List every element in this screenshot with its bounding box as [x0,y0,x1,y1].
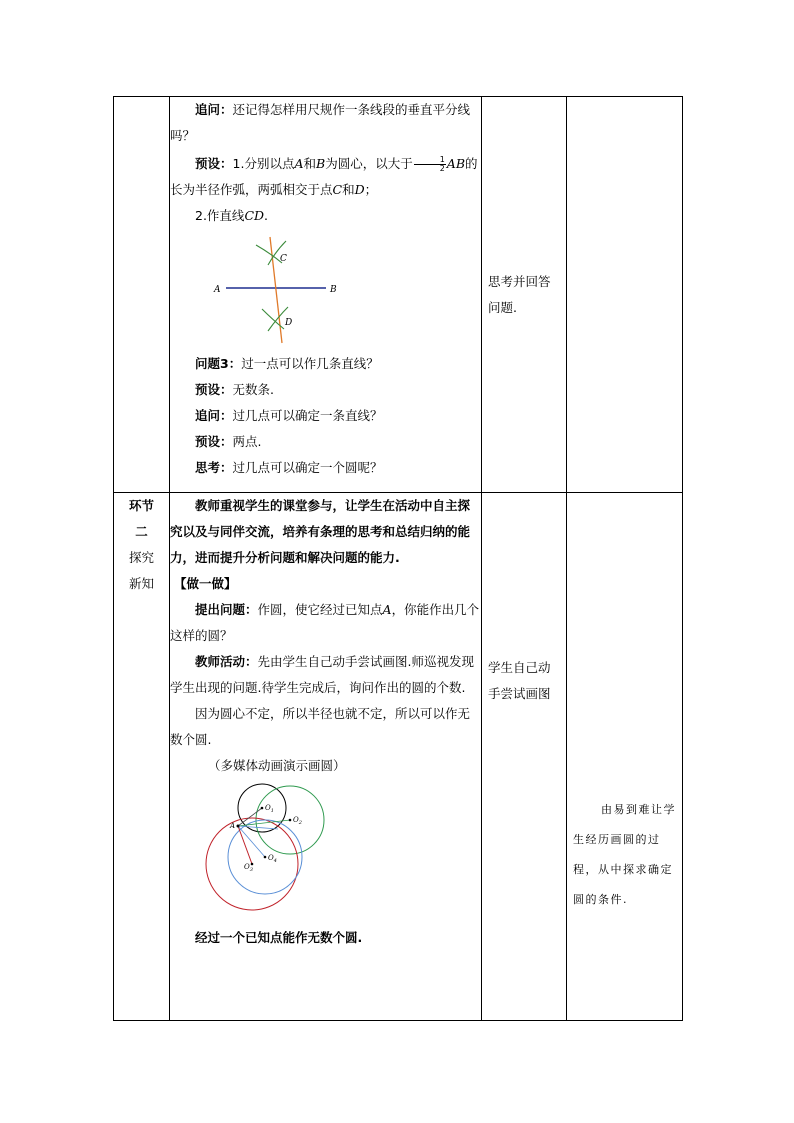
point-a-dot [237,825,240,828]
design-intent-cell-empty [567,97,683,493]
step1-end: 的长为半径作弧，两弧相交于点 [170,156,478,197]
lesson-plan-table [113,96,683,1021]
and-text: 和 [303,156,316,171]
ask-end: ，你能作出几个这样的圆？ [170,602,480,643]
preset-step1 [170,151,481,203]
arc-top-left [256,245,282,263]
label-o2: $O_2$ [293,816,302,826]
preset-step2 [170,203,481,229]
preset-label: 预设： [195,156,233,171]
point-a: A [294,156,304,171]
point-c: C [332,182,343,197]
line-cd: CD [244,208,265,223]
media-note: （多媒体动画演示画圆） [208,758,346,773]
think-question [170,455,481,481]
label-d: D [285,318,293,328]
student-activity-text: 思考并回答问题. [488,273,551,315]
label-o3: $O_3$ [244,863,253,873]
f2-label: 追问： [195,408,233,423]
step1-prefix: 1.分别以点 [232,156,295,171]
section-line-2: 二 [135,524,148,539]
radius-3 [238,826,252,864]
teacher-activity [170,649,481,701]
ask-text: 作圆，使它经过已知点 [257,602,383,617]
a4-text: 两点. [232,434,262,449]
frac-den: 2 [439,164,445,173]
step1-mid: 为圆心，以大于 [325,156,413,171]
content-cell-2 [170,493,482,1021]
answer-3 [170,377,481,403]
point-b: B [316,156,326,171]
design-intent-cell [567,493,683,1021]
center-o3 [251,863,254,866]
section-line-1: 环节 [128,498,154,513]
f2-text: 过几点可以确定一条直线？ [232,408,383,423]
intro-paragraph: 教师重视学生的课堂参与，让学生在活动中自主探究以及与同伴交流，培养有条理的思考和总结归纳的能力，进而提升分析问题和解决问题的能力. [170,498,471,565]
followup-question [170,97,481,149]
a3-text: 无数条. [232,382,274,397]
ask-question [170,597,481,649]
row-followup [114,97,683,493]
label-o4: $O_4$ [268,854,277,864]
perpendicular-bisector-figure [198,235,358,345]
label-c: C [280,254,287,264]
followup-2 [170,403,481,429]
center-o2 [289,819,292,822]
because-paragraph: 因为圆心不定，所以半径也就不定，所以可以作无数个圆. [170,706,471,747]
radius-2 [238,820,290,826]
content-cell [170,97,482,493]
ask-point: A [382,602,392,617]
center-o4 [264,856,267,859]
think-label: 思考： [195,460,233,475]
fraction-half [414,156,446,173]
followup-text: 还记得怎样用尺规作一条线段的垂直平分线吗？ [170,102,471,143]
do-it-heading: 【做一做】 [174,576,237,591]
answer-4 [170,429,481,455]
label-a: A [214,285,221,295]
teacher-text: 先由学生自己动手尝试画图.师巡视发现学生出现的问题.待学生完成后，询问作出的圆的个数. [170,654,474,695]
radius-4 [238,826,265,857]
a4-label: 预设： [195,434,233,449]
question-3 [170,351,481,377]
section-line-3: 探究 [128,550,154,565]
radius-5 [238,826,278,829]
teacher-label: 教师活动： [195,654,258,669]
label-b: B [330,285,337,295]
step2-prefix: 2.作直线 [195,208,245,223]
section-cell [114,493,170,1021]
design-intent-text [567,795,682,915]
step2-period: . [264,208,269,223]
student-activity-text-2: 学生自己动手尝试画图 [488,660,551,701]
semicolon: ； [364,182,378,197]
center-o1 [261,807,264,810]
q3-label: 问题3： [195,356,242,371]
frac-num: 1 [414,156,446,165]
segment-ab: AB [446,156,466,171]
student-activity-cell [482,97,567,493]
label-o1: $O_1$ [265,804,274,814]
arc-bottom-left [262,309,284,329]
label-a-2: A [230,822,236,830]
student-activity-cell-2 [482,493,567,1021]
point-d: D [354,182,365,197]
circles-through-point-figure [200,781,340,921]
followup-label: 追问： [195,102,233,117]
q3-text: 过一点可以作几条直线？ [241,356,379,371]
and-text-2: 和 [342,182,355,197]
ask-label: 提出问题： [195,602,258,617]
section-cell-empty [114,97,170,493]
conclusion: 经过一个已知点能作无数个圆. [195,930,363,945]
a3-label: 预设： [195,382,233,397]
design-intent-content: 由易到难让学生经历画圆的过程，从中探求确定圆的条件. [573,803,676,906]
row-explore [114,493,683,1021]
think-text: 过几点可以确定一个圆呢？ [232,460,383,475]
section-line-4: 新知 [128,576,154,591]
